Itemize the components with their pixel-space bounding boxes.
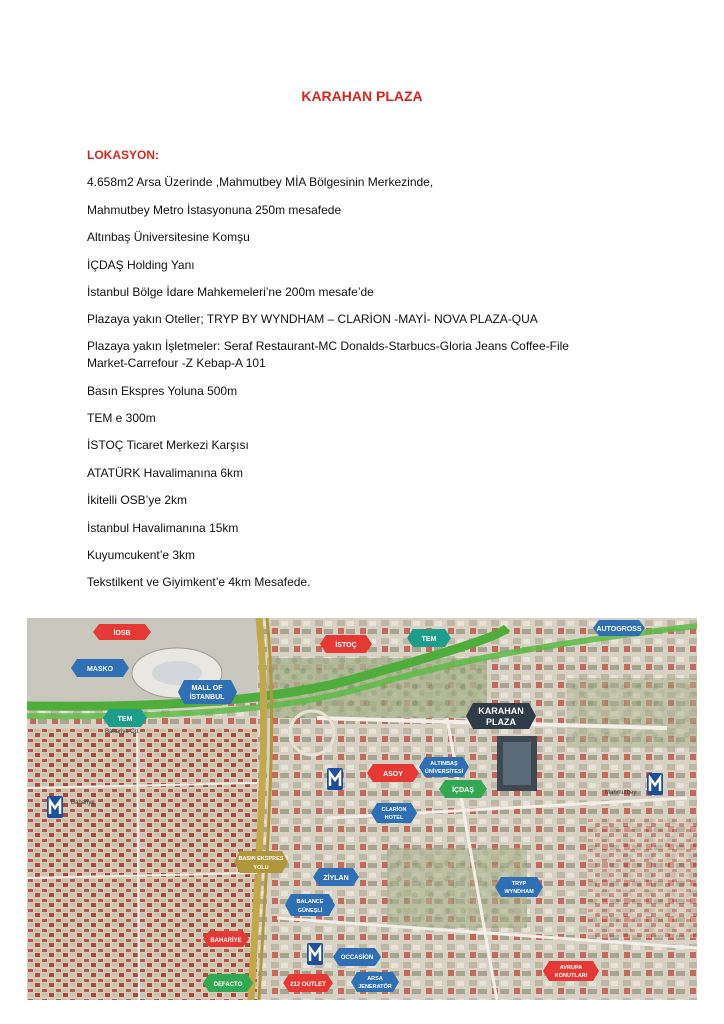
svg-text:AUTOGROSS: AUTOGROSS [596,626,642,633]
svg-text:HOTEL: HOTEL [384,815,404,821]
page-title: KARAHAN PLAZA [301,88,423,104]
location-line: İstanbul Havalimanına 15km [87,521,239,535]
svg-text:YOLU: YOLU [253,865,269,871]
location-line: 4.658m2 Arsa Üzerinde ,Mahmutbey MİA Bölgesinin Merkezinde, [87,175,434,189]
metro-icon [307,943,323,965]
svg-text:BALANCE: BALANCE [296,899,324,905]
svg-text:TRYP: TRYP [511,881,527,887]
location-line: İkitelli OSB’ye 2km [87,493,188,507]
svg-text:MALL OF: MALL OF [191,685,223,692]
location-line: Altınbaş Üniversitesine Komşu [87,230,250,244]
metro-icon [327,768,343,790]
svg-text:ZİYLAN: ZİYLAN [323,875,349,882]
label-ziylan [313,868,359,886]
location-map [27,618,697,1000]
location-line: Mahmutbey Metro İstasyonuna 250m mesafede [87,203,342,217]
svg-text:CLARİON: CLARİON [381,807,407,813]
street-label: Bahariye [71,800,95,806]
svg-text:DEFACTO: DEFACTO [213,982,243,988]
label-iosb [93,624,151,640]
street-label: Mahmutbey [605,790,637,796]
svg-text:AVRUPA: AVRUPA [559,965,583,971]
label-basin-ekspres-yolu [234,851,288,873]
label-defacto [203,974,253,992]
svg-text:BASIN EKSPRES: BASIN EKSPRES [238,856,284,862]
svg-text:TEM: TEM [421,636,437,643]
svg-text:ASOY: ASOY [383,771,403,778]
label-212-outlet [283,974,333,992]
location-line: Basın Ekspres Yoluna 500m [87,384,238,398]
label-istoc [320,635,372,653]
label-altinbas-universitesi [419,757,469,777]
label-tryp-wyndham [495,877,543,897]
label-occasion [333,948,381,966]
svg-text:KONUTLARI: KONUTLARI [554,973,588,979]
label-icdas [439,780,487,798]
svg-text:WYNDHAM: WYNDHAM [504,889,534,895]
location-line: İSTOÇ Ticaret Merkezi Karşısı [87,438,249,452]
svg-text:TEM: TEM [117,716,133,723]
location-line: Market-Carrefour -Z Kebap-A 101 [87,356,266,370]
svg-text:ÜNİVERSİTESİ: ÜNİVERSİTESİ [424,769,464,775]
svg-text:İOSB: İOSB [113,630,131,637]
label-asoy [367,764,419,782]
svg-text:BAHARİYE: BAHARİYE [210,938,242,944]
svg-text:İSTOÇ: İSTOÇ [335,642,357,649]
svg-text:JENERATÖR: JENERATÖR [358,984,392,990]
svg-text:MASKO: MASKO [86,666,114,673]
label-arsa-jenerator [351,972,399,992]
svg-text:ALTINBAŞ: ALTINBAŞ [430,761,458,767]
street-label: Bahariye Cd. [105,729,140,735]
label-avrupa-konutlari [543,961,599,981]
svg-text:İÇDAŞ: İÇDAŞ [452,787,474,794]
svg-text:ARSA: ARSA [367,976,383,982]
label-tem [407,629,451,647]
label-balance-guneşli [285,894,335,916]
label-mall-of-istanbul [178,680,237,704]
label-bahariye [203,931,249,947]
location-line: Plazaya yakın İşletmeler: Seraf Restaurant-MC Donalds-Starbucs-Gloria Jeans Coffee-File [87,339,569,353]
svg-text:GÜNEŞLİ: GÜNEŞLİ [297,908,323,914]
label-karahan-plaza [466,703,536,729]
svg-text:212 OUTLET: 212 OUTLET [290,982,326,988]
label-clarion-hotel [371,803,417,823]
location-line: Tekstilkent ve Giyimkent’e 4km Mesafede. [87,575,311,589]
label-autogross [593,620,645,636]
location-line: TEM e 300m [87,411,156,425]
svg-text:PLAZA: PLAZA [486,717,516,727]
location-line: Kuyumcukent’e 3km [87,548,196,562]
svg-text:İSTANBUL: İSTANBUL [189,694,225,701]
svg-text:OCCASİON: OCCASİON [340,955,374,961]
location-line: İstanbul Bölge İdare Mahkemeleri’ne 200m mesafe’de [87,285,374,299]
location-line: Plazaya yakın Oteller; TRYP BY WYNDHAM – CLARİON -MAYİ- NOVA PLAZA-QUA [87,312,538,326]
metro-icon [47,796,63,818]
metro-icon [647,773,663,795]
label-tem [103,709,147,727]
label-masko [71,659,129,677]
location-line: ATATÜRK Havalimanına 6km [87,466,244,480]
svg-text:KARAHAN: KARAHAN [478,706,524,716]
location-line: İÇDAŞ Holding Yanı [87,258,195,272]
map-image [27,618,697,1000]
section-heading: LOKASYON: [87,148,159,162]
